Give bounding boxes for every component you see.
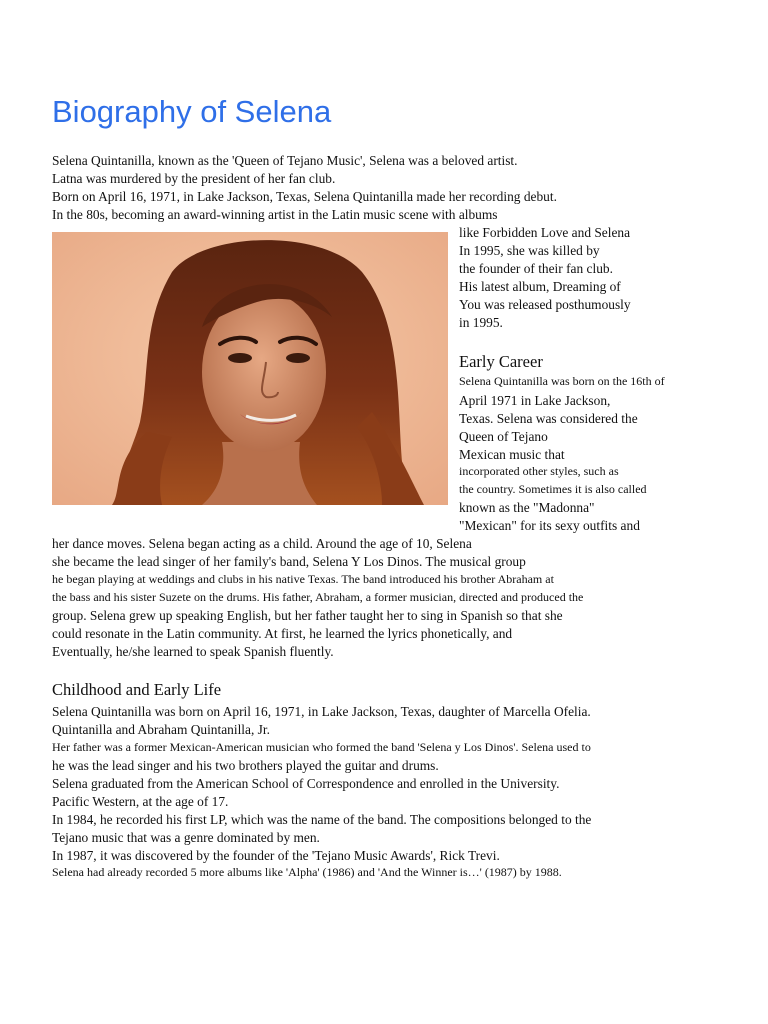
- body-line: Selena graduated from the American School of Correspondence and enrolled in the University.: [52, 776, 560, 791]
- body-line: Selena had already recorded 5 more albums like 'Alpha' (1986) and 'And the Winner is…' (1987) by 1988.: [52, 865, 562, 879]
- section-heading-early-career: Early Career: [459, 352, 543, 371]
- body-line: group. Selena grew up speaking English, but her father taught her to sing in Spanish so that she: [52, 608, 563, 623]
- body-line: Pacific Western, at the age of 17.: [52, 794, 229, 809]
- side-line: Queen of Tejano: [459, 429, 548, 444]
- side-line: in 1995.: [459, 315, 503, 330]
- body-line: In 1984, he recorded his first LP, which was the name of the band. The compositions belonged to the: [52, 812, 592, 827]
- side-line: You was released posthumously: [459, 297, 631, 312]
- side-line: His latest album, Dreaming of: [459, 279, 621, 294]
- body-line: he began playing at weddings and clubs in his native Texas. The band introduced his brother Abraham at: [52, 572, 554, 586]
- section-heading-childhood: Childhood and Early Life: [52, 680, 222, 699]
- body-line: Her father was a former Mexican-American musician who formed the band 'Selena y Los Dinos'. Selena used to: [52, 740, 591, 754]
- body-line: could resonate in the Latin community. At first, he learned the lyrics phonetically, and: [52, 626, 513, 641]
- side-line: April 1971 in Lake Jackson,: [459, 393, 611, 408]
- body-line: Tejano music that was a genre dominated by men.: [52, 830, 320, 845]
- side-line: incorporated other styles, such as: [459, 464, 619, 478]
- side-line: like Forbidden Love and Selena: [459, 225, 631, 240]
- page-title: Biography of Selena: [52, 94, 332, 129]
- selena-portrait-photo: [52, 232, 448, 505]
- body-line: Selena Quintanilla was born on April 16, 1971, in Lake Jackson, Texas, daughter of Marcella Ofelia.: [52, 704, 591, 719]
- body-line: Quintanilla and Abraham Quintanilla, Jr.: [52, 722, 270, 737]
- intro-line: Born on April 16, 1971, in Lake Jackson, Texas, Selena Quintanilla made her recording debut.: [52, 189, 557, 204]
- body-line: the bass and his sister Suzete on the drums. His father, Abraham, a former musician, directed and produced the: [52, 590, 584, 604]
- side-line: the country. Sometimes it is also called: [459, 482, 647, 496]
- side-line: the founder of their fan club.: [459, 261, 613, 276]
- body-line: she became the lead singer of her family's band, Selena Y Los Dinos. The musical group: [52, 554, 526, 569]
- side-line: In 1995, she was killed by: [459, 243, 600, 258]
- side-line: Selena Quintanilla was born on the 16th of: [459, 374, 665, 388]
- body-line: Eventually, he/she learned to speak Spanish fluently.: [52, 644, 334, 659]
- body-line: In 1987, it was discovered by the founder of the 'Tejano Music Awards', Rick Trevi.: [52, 848, 500, 863]
- side-line: Texas. Selena was considered the: [459, 411, 638, 426]
- intro-line: Latna was murdered by the president of her fan club.: [52, 171, 336, 186]
- intro-line: In the 80s, becoming an award-winning artist in the Latin music scene with albums: [52, 207, 498, 222]
- body-line: he was the lead singer and his two brothers played the guitar and drums.: [52, 758, 439, 773]
- body-line: her dance moves. Selena began acting as a child. Around the age of 10, Selena: [52, 536, 472, 551]
- side-line: "Mexican" for its sexy outfits and: [459, 518, 640, 533]
- side-line: known as the "Madonna": [459, 500, 595, 515]
- side-line: Mexican music that: [459, 447, 565, 462]
- intro-line: Selena Quintanilla, known as the 'Queen of Tejano Music', Selena was a beloved artist.: [52, 153, 518, 168]
